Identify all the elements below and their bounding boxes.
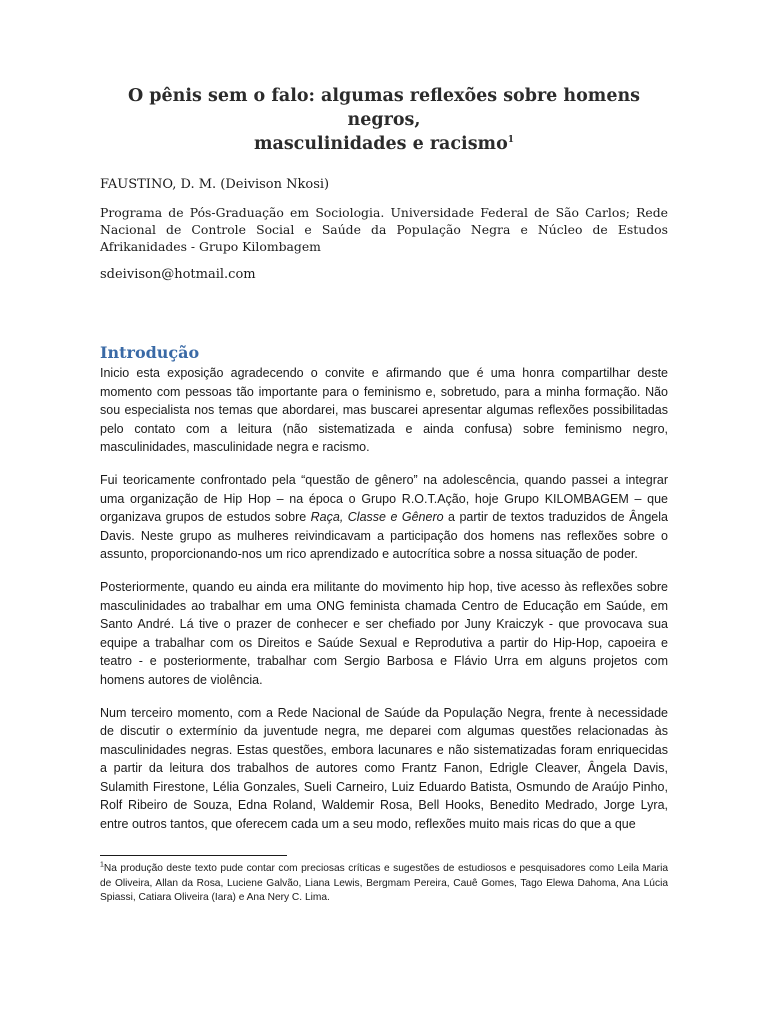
author-affiliation: Programa de Pós-Graduação em Sociologia. Universidade Federal de São Carlos; Rede Nacional de Controle Social e Saúde da População Negra e Núcleo de Estudos Afrikanidades - Grupo Kilombagem bbox=[100, 205, 668, 254]
section-heading-introducao: Introdução bbox=[100, 343, 200, 362]
footnote bbox=[100, 862, 668, 906]
title-line-2: masculinidades e racismo bbox=[253, 134, 508, 154]
title-footnote-mark: 1 bbox=[507, 135, 515, 146]
title-line-1: O pênis sem o falo: algumas reflexões sobre homens negros, bbox=[127, 86, 641, 130]
body-text bbox=[100, 364, 668, 848]
paragraph-2-italic: Raça, Classe e Gênero bbox=[310, 510, 444, 525]
paragraph-1: Inicio esta exposição agradecendo o convite e afirmando que é uma honra compartilhar deste momento com pessoas tão importante para o feminismo e, sobretudo, para a minha formação. Não sou especialista nos temas que abordarei, mas buscarei apresentar algumas reflexões possibilitadas pelo contato com a leitura (não sistematizada e ainda confusa) sobre feminismo negro, masculinidades, masculinidade negra e racismo. bbox=[100, 366, 668, 455]
paragraph-2 bbox=[100, 471, 668, 564]
paragraph-2-text-a: Fui teoricamente confrontado pela “questão de gênero” na adolescência, quando passei a integrar uma organização de Hip Hop – na época o Grupo R.O.T.Ação, hoje Grupo KILOMBAGEM – que organizava grupos de estudos sobre bbox=[100, 472, 668, 525]
paragraph-4: Num terceiro momento, com a Rede Nacional de Saúde da População Negra, frente à necessidade de discutir o extermínio da juventude negra, me deparei com algumas questões relacionadas às masculinidades negras. Estas questões, embora lacunares e não sistematizadas foram enriquecidas a partir da leitura dos trabalhos de autores como Frantz Fanon, Edrigle Cleaver, Ângela Davis, Sulamith Firestone, Lélia Gonzales, Sueli Carneiro, Luiz Eduardo Batista, Osmundo de Araújo Pinho, Rolf Ribeiro de Souza, Edna Roland, Waldemir Rosa, Bell Hooks, Benedito Medrado, Jorge Lyra, entre outros tantos, que oferecem cada um a seu modo, reflexões muito mais ricas do que a que bbox=[100, 705, 668, 832]
paragraph-2-text-b: a partir de textos traduzidos de Ângela Davis. Neste grupo as mulheres reivindicavam a participação dos homens nas reflexões sobre o assunto, proporcionando-nos um rico aprendizado e autocrítica sobre a nossa situação de poder. bbox=[100, 510, 668, 562]
footnote-text: Na produção deste texto pude contar com preciosas críticas e sugestões de estudiosos e pesquisadores como Leila Maria de Oliveira, Allan da Rosa, Luciene Galvão, Liana Lewis, Bergmam Pereira, Cauê Gomes, Tago Elewa Dahoma, Ana Lúcia Spiassi, Catiara Oliveira (Iara) e Ana Nery C. Lima. bbox=[100, 863, 668, 904]
footnote-mark: 1 bbox=[100, 861, 104, 869]
document-page bbox=[100, 84, 668, 832]
document-title bbox=[100, 84, 668, 156]
paragraph-3: Posteriormente, quando eu ainda era militante do movimento hip hop, tive acesso às reflexões sobre masculinidades ao trabalhar em uma ONG feminista chamada Centro de Educação em Saúde, em Santo André. Lá tive o prazer de conhecer e ser chefiado por Juny Kraiczyk - que provocava sua equipe a trabalhar com os Direitos e Saúde Sexual e Reprodutiva a partir do Hip-Hop, capoeira e teatro - e posteriormente, trabalhar com Sergio Barbosa e Flávio Urra em alguns projetos com homens autores de violência. bbox=[100, 579, 668, 687]
author-name: FAUSTINO, D. M. (Deivison Nkosi) bbox=[100, 177, 330, 192]
author-email: sdeivison@hotmail.com bbox=[100, 267, 256, 282]
footnote-divider bbox=[100, 855, 287, 856]
